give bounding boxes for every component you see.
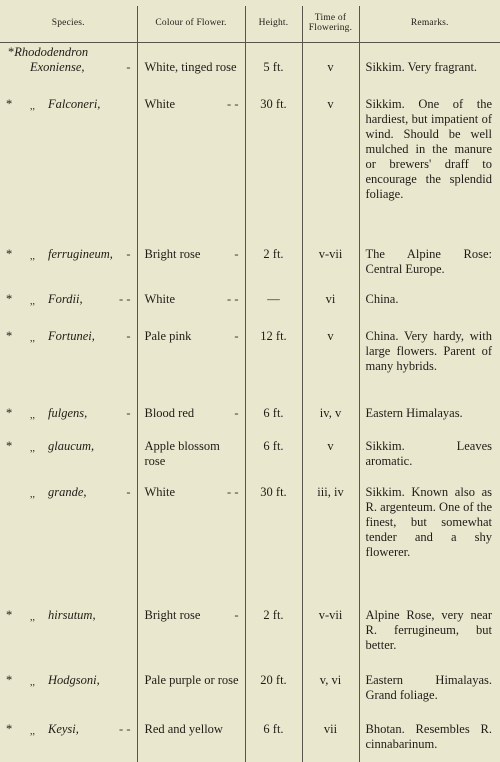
ditto-mark: ,, xyxy=(30,724,35,739)
time-cell: iv, v xyxy=(302,401,359,434)
species-name: Falconeri, xyxy=(6,97,133,112)
table-row xyxy=(0,92,500,242)
colour-text: Bright rose xyxy=(145,608,201,622)
table-row xyxy=(0,43,500,93)
species-name: ferrugineum, xyxy=(6,247,133,262)
ditto-mark: ,, xyxy=(30,99,35,114)
remarks-cell: The Alpine Rose: Central Europe. xyxy=(359,242,500,287)
header-remarks: Remarks. xyxy=(359,6,500,43)
colour-cell xyxy=(137,666,245,715)
time-cell: vi xyxy=(302,287,359,322)
species-name: glaucum, xyxy=(6,439,133,454)
table-row xyxy=(0,322,500,401)
height-cell: 6 ft. xyxy=(245,401,302,434)
time-cell: v-vii xyxy=(302,601,359,666)
time-cell: v xyxy=(302,92,359,242)
header-species: Species. xyxy=(0,6,137,43)
colour-cell xyxy=(137,434,245,479)
species-dash: - xyxy=(126,247,130,262)
ditto-mark: ,, xyxy=(30,249,35,264)
time-cell: v, vi xyxy=(302,666,359,715)
species-name: Fortunei, xyxy=(6,329,133,344)
remarks-cell: Eastern Himalayas. xyxy=(359,401,500,434)
table-row xyxy=(0,666,500,715)
species-dash: - xyxy=(126,60,130,75)
species-cell xyxy=(0,242,137,287)
colour-cell xyxy=(137,287,245,322)
star-mark: * xyxy=(6,247,12,262)
colour-dash: - - xyxy=(227,97,238,112)
header-height: Height. xyxy=(245,6,302,43)
colour-text: Apple blossom rose xyxy=(145,439,220,468)
colour-cell xyxy=(137,601,245,666)
remarks-cell: Eastern Himalayas. Grand foliage. xyxy=(359,666,500,715)
height-cell: 30 ft. xyxy=(245,92,302,242)
table-row xyxy=(0,715,500,762)
table-row xyxy=(0,479,500,601)
star-mark: * xyxy=(6,292,12,307)
species-cell xyxy=(0,287,137,322)
colour-cell xyxy=(137,401,245,434)
height-cell: 2 ft. xyxy=(245,242,302,287)
height-cell: — xyxy=(245,287,302,322)
species-cell xyxy=(0,401,137,434)
colour-dash: - - xyxy=(227,292,238,307)
species-name: Keysi, xyxy=(6,722,133,737)
star-mark: * xyxy=(6,406,12,421)
table-row xyxy=(0,434,500,479)
colour-text: Red and yellow xyxy=(145,722,223,736)
colour-dash: - xyxy=(234,406,238,421)
height-cell: 6 ft. xyxy=(245,715,302,762)
species-name: Fordii, xyxy=(6,292,133,307)
species-name: Hodgsoni, xyxy=(6,673,133,688)
remarks-cell: Sikkim. One of the hardiest, but impatient of wind. Should be well mulched in the manure or brewers' draff to encourage the splendid foliage. xyxy=(359,92,500,242)
table-header xyxy=(0,6,500,43)
species-cell xyxy=(0,322,137,401)
species-cell xyxy=(0,434,137,479)
colour-text: Bright rose xyxy=(145,247,201,261)
colour-dash: - - xyxy=(227,485,238,500)
ditto-mark: ,, xyxy=(30,408,35,423)
colour-text: White xyxy=(145,292,176,306)
table-row xyxy=(0,242,500,287)
genus-name: Rhododendron xyxy=(14,45,88,59)
colour-cell xyxy=(137,715,245,762)
time-cell: iii, iv xyxy=(302,479,359,601)
colour-text: White, tinged rose xyxy=(145,60,237,74)
species-cell xyxy=(0,43,137,93)
remarks-cell: China. xyxy=(359,287,500,322)
colour-cell xyxy=(137,322,245,401)
header-colour: Colour of Flower. xyxy=(137,6,245,43)
colour-cell xyxy=(137,479,245,601)
remarks-cell: Alpine Rose, very near R. ferrugineum, but better. xyxy=(359,601,500,666)
remarks-cell: Sikkim. Very fragrant. xyxy=(359,43,500,93)
height-cell: 6 ft. xyxy=(245,434,302,479)
time-cell: v xyxy=(302,43,359,93)
star-mark: * xyxy=(6,608,12,623)
rhododendron-table xyxy=(0,6,500,762)
table-row xyxy=(0,401,500,434)
colour-cell xyxy=(137,242,245,287)
header-time-line1: Time of xyxy=(315,13,346,23)
colour-dash: - xyxy=(234,608,238,623)
ditto-mark: ,, xyxy=(30,675,35,690)
ditto-mark: ,, xyxy=(30,487,35,502)
time-cell: vii xyxy=(302,715,359,762)
height-cell: 5 ft. xyxy=(245,43,302,93)
star-mark: * xyxy=(6,439,12,454)
colour-cell xyxy=(137,43,245,93)
height-cell: 30 ft. xyxy=(245,479,302,601)
colour-text: White xyxy=(145,485,176,499)
species-name: Exoniense, xyxy=(30,60,85,74)
ditto-mark: ,, xyxy=(30,610,35,625)
star-mark: * xyxy=(6,97,12,112)
table-body xyxy=(0,43,500,762)
species-cell xyxy=(0,666,137,715)
colour-text: Blood red xyxy=(145,406,195,420)
header-time xyxy=(302,6,359,43)
height-cell: 2 ft. xyxy=(245,601,302,666)
colour-text: Pale purple or rose xyxy=(145,673,239,687)
time-cell: v xyxy=(302,322,359,401)
species-cell xyxy=(0,601,137,666)
species-dash: - xyxy=(126,406,130,421)
ditto-mark: ,, xyxy=(30,331,35,346)
species-cell xyxy=(0,715,137,762)
height-cell: 12 ft. xyxy=(245,322,302,401)
remarks-cell: Bhotan. Resembles R. cinnabarinum. xyxy=(359,715,500,762)
colour-cell xyxy=(137,92,245,242)
colour-text: White xyxy=(145,97,176,111)
species-dash: - - xyxy=(119,292,130,307)
ditto-mark: ,, xyxy=(30,294,35,309)
species-name: grande, xyxy=(6,485,133,500)
remarks-cell: Sikkim. Known also as R. argenteum. One of the finest, but somewhat tender and a shy flowerer. xyxy=(359,479,500,601)
colour-dash: - xyxy=(234,329,238,344)
star-mark: * xyxy=(6,722,12,737)
time-cell: v-vii xyxy=(302,242,359,287)
header-time-line2: Flowering. xyxy=(309,23,352,33)
colour-dash: - xyxy=(234,247,238,262)
ditto-mark: ,, xyxy=(30,441,35,456)
species-dash: - xyxy=(126,485,130,500)
star-mark: * xyxy=(8,45,14,59)
remarks-cell: Sikkim. Leaves aromatic. xyxy=(359,434,500,479)
species-cell xyxy=(0,92,137,242)
table-row xyxy=(0,601,500,666)
star-mark: * xyxy=(6,329,12,344)
species-cell xyxy=(0,479,137,601)
species-dash: - xyxy=(126,329,130,344)
species-name: fulgens, xyxy=(6,406,133,421)
table-row xyxy=(0,287,500,322)
colour-text: Pale pink xyxy=(145,329,192,343)
species-dash: - - xyxy=(119,722,130,737)
height-cell: 20 ft. xyxy=(245,666,302,715)
species-name: hirsutum, xyxy=(6,608,133,623)
time-cell: v xyxy=(302,434,359,479)
remarks-cell: China. Very hardy, with large flowers. Parent of many hybrids. xyxy=(359,322,500,401)
star-mark: * xyxy=(6,673,12,688)
